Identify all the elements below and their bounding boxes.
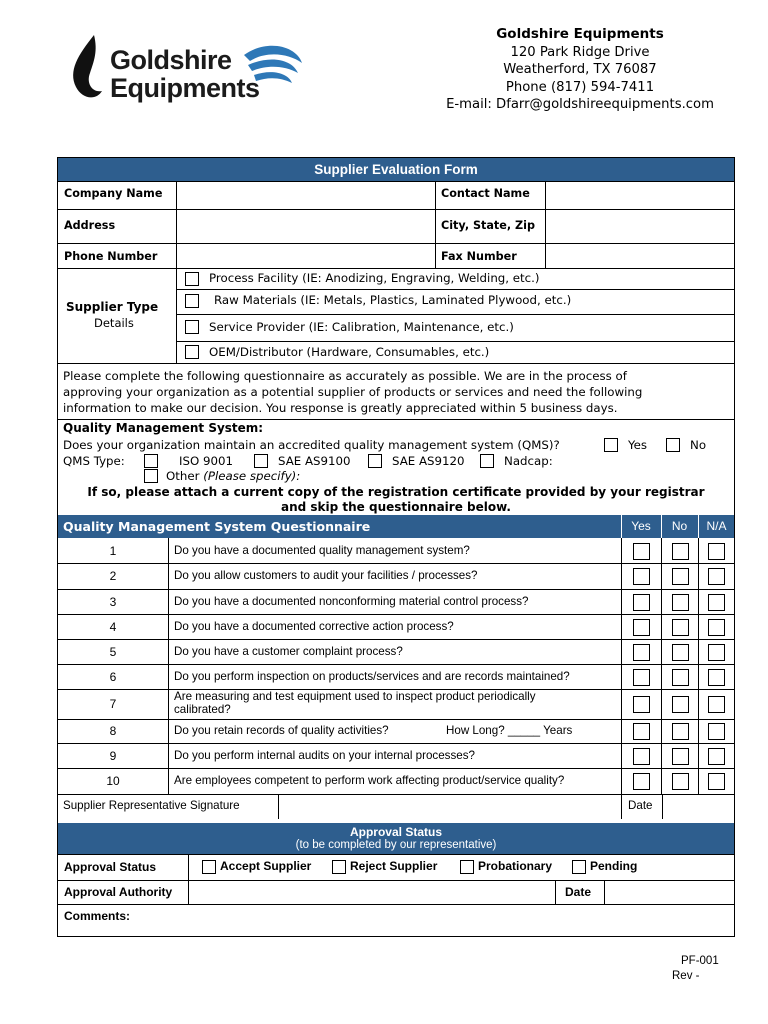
question-text: Do you perform internal audits on your internal processes?: [174, 748, 475, 762]
answer-yes-checkbox[interactable]: [633, 669, 650, 686]
answer-yes-checkbox[interactable]: [633, 723, 650, 740]
approval-subtitle: (to be completed by our representative): [295, 839, 497, 851]
qms-as9120-checkbox[interactable]: [368, 454, 382, 468]
answer-na-checkbox[interactable]: [708, 723, 725, 740]
answer-yes-checkbox[interactable]: [633, 773, 650, 790]
qms-other-checkbox[interactable]: [144, 469, 158, 483]
supplier-type-service-checkbox[interactable]: [185, 320, 199, 334]
table-row: [58, 639, 734, 664]
city-state-zip-field[interactable]: [546, 210, 734, 243]
answer-no-checkbox[interactable]: [672, 543, 689, 560]
answer-no-checkbox[interactable]: [672, 723, 689, 740]
qms-yes-label: Yes: [628, 438, 648, 452]
qms-note-line-2: and skip the questionnaire below.: [280, 500, 511, 514]
answer-na-checkbox[interactable]: [708, 594, 725, 611]
question-number: 10: [106, 774, 120, 788]
contact-name-label: Contact Name: [441, 187, 530, 200]
answer-yes-checkbox[interactable]: [633, 594, 650, 611]
table-row: [58, 538, 734, 563]
questionnaire-header: [58, 515, 734, 538]
table-row: [58, 563, 734, 589]
comments-field[interactable]: [138, 905, 734, 936]
signature-date-label: Date: [628, 799, 653, 812]
qms-nadcap-checkbox[interactable]: [480, 454, 494, 468]
answer-na-checkbox[interactable]: [708, 619, 725, 636]
answer-no-checkbox[interactable]: [672, 748, 689, 765]
address-field[interactable]: [177, 210, 434, 243]
answer-no-checkbox[interactable]: [672, 696, 689, 713]
question-number: 7: [109, 697, 117, 711]
answer-no-checkbox[interactable]: [672, 773, 689, 790]
approval-date-label: Date: [565, 885, 592, 899]
qms-as9100-label: SAE AS9100: [278, 454, 351, 468]
qms-question: Does your organization maintain an accredited quality management system (QMS)?: [63, 438, 560, 452]
form-title: Supplier Evaluation Form: [58, 158, 734, 181]
table-row: [58, 719, 734, 743]
question-text-continued: calibrated?: [174, 703, 231, 716]
answer-no-checkbox[interactable]: [672, 568, 689, 585]
table-row: [58, 743, 734, 768]
answer-no-checkbox[interactable]: [672, 669, 689, 686]
question-text: Do you allow customers to audit your facilities / processes?: [174, 569, 478, 582]
question-text: Do you have a documented nonconforming material control process?: [174, 594, 529, 608]
answer-na-checkbox[interactable]: [708, 696, 725, 713]
pending-label: Pending: [590, 859, 638, 873]
phone-number-field[interactable]: [177, 244, 434, 268]
qms-note-line-1: If so, please attach a current copy of the registration certificate provided by your registrar: [87, 485, 705, 499]
address-line2: Weatherford, TX 76087: [503, 62, 657, 78]
question-number: 1: [109, 543, 117, 558]
answer-na-checkbox[interactable]: [708, 669, 725, 686]
supplier-type-raw-checkbox[interactable]: [185, 294, 199, 308]
approval-date-field[interactable]: [605, 881, 734, 904]
question-text: Do you have a documented corrective action process?: [174, 619, 454, 633]
accept-supplier-label: Accept Supplier: [220, 859, 312, 873]
question-text: Do you have a customer complaint process?: [174, 644, 403, 658]
pending-checkbox[interactable]: [572, 860, 586, 874]
accept-supplier-checkbox[interactable]: [202, 860, 216, 874]
question-text: Do you have a documented quality management system?: [174, 543, 470, 557]
probationary-checkbox[interactable]: [460, 860, 474, 874]
question-number: 4: [109, 619, 117, 634]
probationary-label: Probationary: [478, 859, 553, 873]
form-id: PF-001: [681, 955, 719, 967]
table-row: [58, 614, 734, 639]
supplier-type-label: Supplier Type: [66, 300, 159, 314]
phone-line: Phone (817) 594-7411: [505, 79, 655, 95]
question-number: 9: [109, 748, 117, 763]
approval-title: Approval Status: [349, 825, 442, 839]
answer-na-checkbox[interactable]: [708, 568, 725, 585]
signature-label: Supplier Representative Signature: [63, 799, 240, 812]
answer-na-checkbox[interactable]: [708, 773, 725, 790]
approval-authority-field[interactable]: [189, 881, 555, 904]
qms-nadcap-label: Nadcap:: [504, 454, 553, 468]
intro-line-3: information to make our decision. You response is greatly appreciated within 5 business days.: [63, 401, 618, 415]
answer-yes-checkbox[interactable]: [633, 748, 650, 765]
qms-iso9001-label: ISO 9001: [179, 454, 234, 468]
approval-header: [58, 823, 734, 854]
company-name-label: Company Name: [64, 187, 163, 200]
answer-yes-checkbox[interactable]: [633, 696, 650, 713]
supplier-type-oem-label: OEM/Distributor (Hardware, Consumables, etc.): [209, 345, 490, 359]
contact-name-field[interactable]: [546, 182, 734, 209]
answer-na-checkbox[interactable]: [708, 644, 725, 661]
qms-other-label: Other (Please specify):: [166, 469, 301, 483]
approval-authority-label: Approval Authority: [64, 885, 173, 899]
intro-line-1: Please complete the following questionnaire as accurately as possible. We are in the process of: [63, 369, 627, 383]
answer-yes-checkbox[interactable]: [633, 619, 650, 636]
signature-field[interactable]: [278, 794, 621, 819]
qms-iso9001-checkbox[interactable]: [144, 454, 158, 468]
questionnaire-title: Quality Management System Questionnaire: [63, 519, 371, 534]
supplier-type-process-checkbox[interactable]: [185, 272, 199, 286]
table-row: [58, 589, 734, 614]
phone-number-label: Phone Number: [64, 250, 158, 263]
answer-yes-checkbox[interactable]: [633, 568, 650, 585]
qms-as9120-label: SAE AS9120: [392, 454, 465, 468]
company-address-block: [410, 26, 750, 114]
answer-no-checkbox[interactable]: [672, 619, 689, 636]
intro-line-2: approving your organization as a potential supplier of products or services and need the following: [63, 385, 643, 399]
supplier-type-service-label: Service Provider (IE: Calibration, Maintenance, etc.): [209, 320, 514, 334]
company-name: Goldshire Equipments: [496, 26, 664, 42]
qms-no-label: No: [690, 438, 707, 452]
answer-no-checkbox[interactable]: [672, 594, 689, 611]
qms-as9100-checkbox[interactable]: [254, 454, 268, 468]
table-row: [58, 664, 734, 689]
supplier-type-process-label: Process Facility (IE: Anodizing, Engraving, Welding, etc.): [209, 271, 540, 285]
company-name-field[interactable]: [177, 182, 434, 209]
question-number: 3: [109, 594, 117, 609]
reject-supplier-checkbox[interactable]: [332, 860, 346, 874]
fax-number-field[interactable]: [546, 244, 734, 268]
retention-years-text: How Long? _____ Years: [446, 724, 573, 737]
qms-type-label: QMS Type:: [63, 454, 125, 468]
answer-na-checkbox[interactable]: [708, 748, 725, 765]
company-logo: [66, 33, 306, 105]
logo-text-bottom: Equipments: [110, 73, 260, 103]
col-yes-header: Yes: [631, 519, 651, 533]
supplier-type-oem-checkbox[interactable]: [185, 345, 199, 359]
email-line: E-mail: Dfarr@goldshireequipments.com: [446, 97, 714, 113]
table-row: [58, 768, 734, 794]
questionnaire-rows: [58, 538, 734, 819]
qms-no-checkbox[interactable]: [666, 438, 680, 452]
signature-row: [58, 794, 734, 819]
logo-text-top: Goldshire: [110, 45, 232, 75]
col-no-header: No: [671, 519, 688, 533]
qms-heading: Quality Management System:: [63, 421, 264, 435]
table-row: [58, 689, 734, 719]
question-text: Do you perform inspection on products/services and are records maintained?: [174, 669, 570, 683]
answer-no-checkbox[interactable]: [672, 644, 689, 661]
answer-yes-checkbox[interactable]: [633, 644, 650, 661]
comments-label: Comments:: [64, 909, 131, 923]
question-text: Do you retain records of quality activities?: [174, 724, 389, 737]
qms-other-note: (Please specify):: [203, 469, 301, 483]
answer-yes-checkbox[interactable]: [633, 543, 650, 560]
col-na-header: N/A: [706, 519, 727, 533]
question-number: 6: [109, 669, 117, 684]
signature-date-field[interactable]: [662, 794, 734, 819]
address-label: Address: [64, 219, 116, 232]
reject-supplier-label: Reject Supplier: [350, 859, 438, 873]
question-text: Are measuring and test equipment used to inspect product periodically: [174, 690, 536, 703]
qms-yes-checkbox[interactable]: [604, 438, 618, 452]
supplier-type-details: Details: [94, 316, 134, 330]
form-revision: Rev -: [672, 970, 700, 982]
question-text: Are employees competent to perform work affecting product/service quality?: [174, 774, 565, 787]
question-number: 2: [109, 569, 117, 583]
approval-status-label: Approval Status: [64, 860, 157, 874]
supplier-type-raw-label: Raw Materials (IE: Metals, Plastics, Laminated Plywood, etc.): [214, 293, 572, 307]
answer-na-checkbox[interactable]: [708, 543, 725, 560]
question-number: 5: [109, 644, 117, 659]
address-line1: 120 Park Ridge Drive: [510, 44, 650, 60]
question-number: 8: [109, 724, 117, 738]
fax-number-label: Fax Number: [441, 250, 517, 263]
city-state-zip-label: City, State, Zip: [441, 219, 535, 232]
evaluation-form: [57, 157, 735, 937]
